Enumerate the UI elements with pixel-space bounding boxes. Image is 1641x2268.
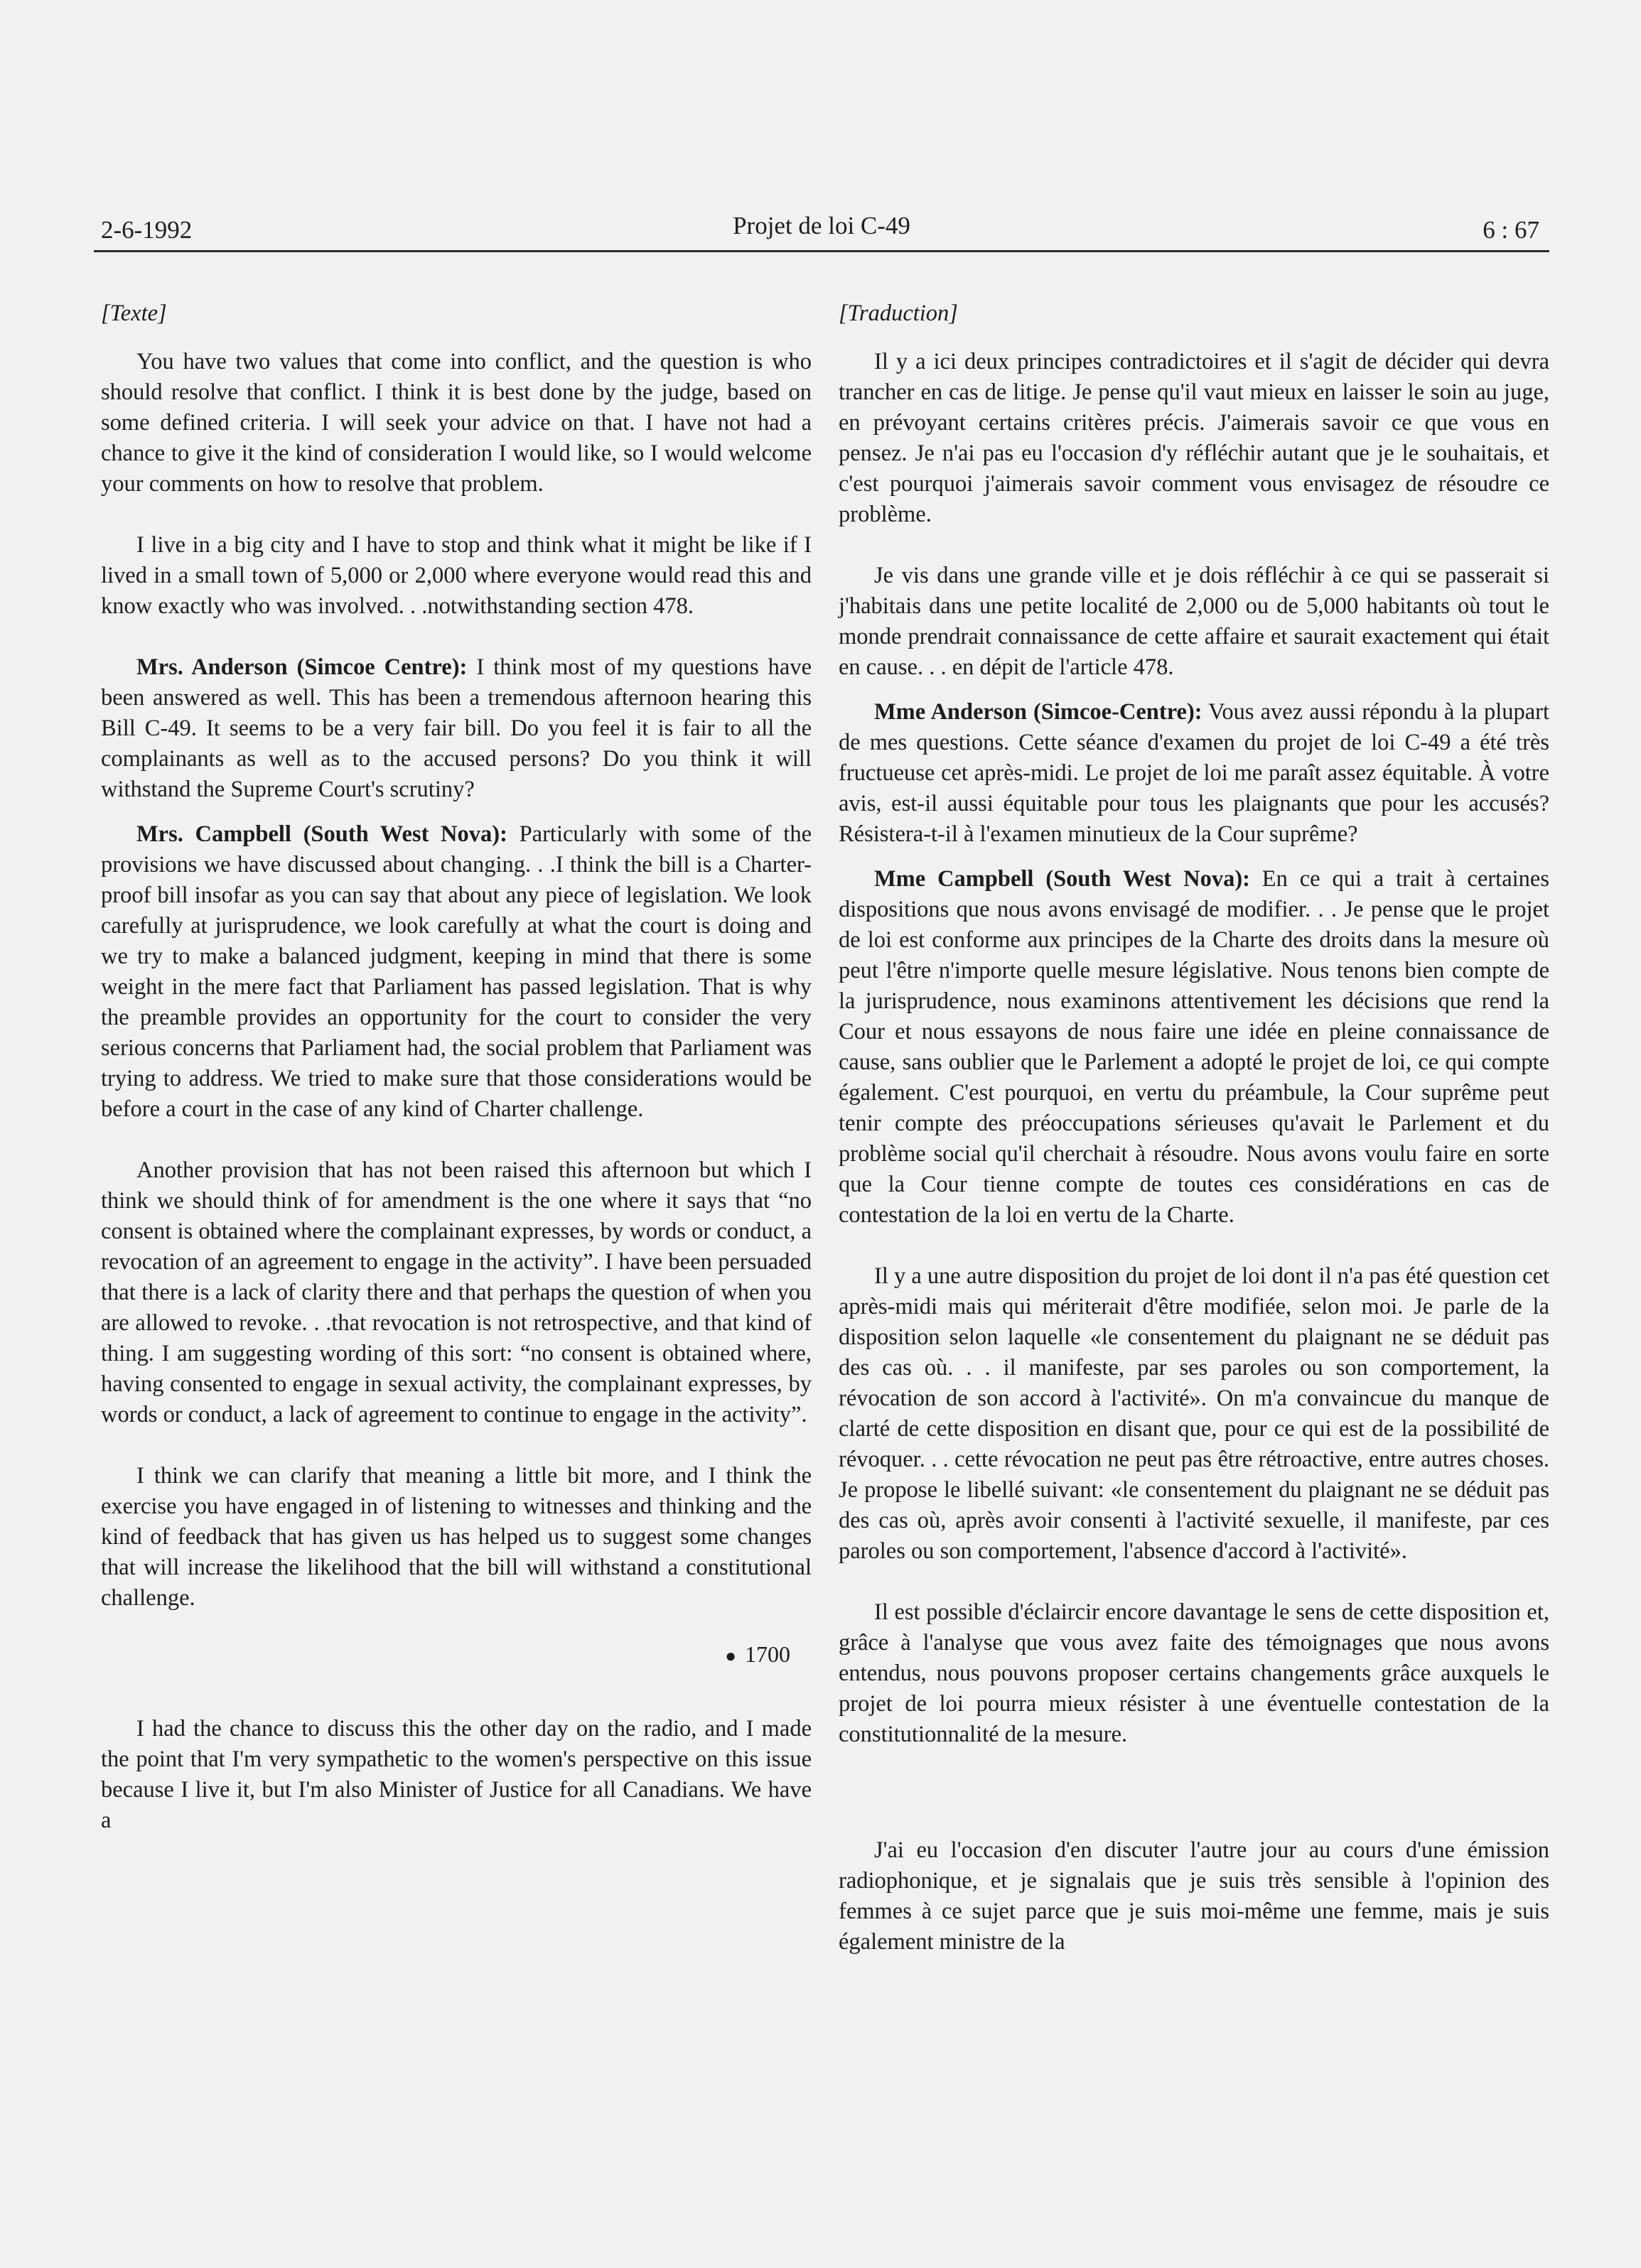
english-paragraph: I live in a big city and I have to stop and think what it might be like if I lived in a small town of 5,000 or 2,000 where everyone would read this and know exactly who was involved. . .notwithstanding section 478. bbox=[101, 532, 812, 619]
speech-text: Particularly with some of the provisions we have discussed about changing. . .I think the bill is a Charter-proof bill insofar as you can say that about any piece of legislation. We look carefully at jurisprudence, we look carefully at what the court is doing and we try to make a balanced judgment, keeping in mind that there is some weight in the mere fact that Parliament has passed legislation. That is why the preamble provides an opportunity for the court to consider the very serious concerns that Parliament had, the social problem that Parliament was trying to address. We tried to make sure that those considerations would be before a court in the case of any kind of Charter challenge. bbox=[101, 821, 812, 1122]
speech-text: I think most of my questions have been answered as well. This has been a tremendous afternoon hearing this Bill C-49. It seems to be a very fair bill. Do you feel it is fair to all the complainants as well as to the accused persons? Do you think it will withstand the Supreme Court's scrutiny? bbox=[101, 654, 812, 802]
french-paragraph: Il y a ici deux principes contradictoires et il s'agit de décider qui devra trancher en cas de litige. Je pense qu'il vaut mieux en laisser le soin au juge, en prévoyant certains critères précis. J'aimerais savoir ce que vous en pensez. Je n'ai pas eu l'occasion d'y réfléchir autant que je le souhaitais, et c'est pourquoi j'aimerais savoir comment vous envisagez de résoudre ce problème. bbox=[839, 349, 1549, 527]
speaker-name: Mme Anderson (Simcoe-Centre): bbox=[874, 699, 1202, 725]
french-paragraph bbox=[839, 864, 1549, 1231]
speaker-name: Mrs. Campbell (South West Nova): bbox=[136, 821, 507, 847]
english-paragraph bbox=[101, 819, 812, 1125]
french-column bbox=[839, 298, 1549, 1958]
page-header bbox=[94, 210, 1549, 252]
timestamp-value: 1700 bbox=[745, 1641, 790, 1667]
header-date: 2-6-1992 bbox=[101, 216, 193, 244]
bullet-icon: ● bbox=[725, 1646, 736, 1666]
speech-text: En ce qui a trait à certaines dispositions que nous avons envisagé de modifier. . . Je pense que le projet de loi est conforme aux principes de la Charte des droits dans la mesure où peut l'être n'importe quelle mesure législative. Nous tenons bien compte de la jurisprudence, nous examinons attentivement les décisions que rend la Cour et nous essayons de nous faire une idée en pleine connaissance de cause, sans oublier que le Parlement a adopté le projet de loi, ce qui compte également. C'est pourquoi, en vertu du préambule, la Cour suprême peut tenir compte des préoccupations sérieuses qu'avait le Parlement et du problème social qu'il cherchait à résoudre. Nous avons voulu faire en sorte que la Cour tienne compte de toutes ces considérations en cas de contestation de la loi en vertu de la Charte. bbox=[839, 866, 1549, 1228]
english-paragraph: Another provision that has not been raised this afternoon but which I think we should think of for amendment is the one where it says that “no consent is obtained where the complainant expresses, by words or conduct, a revocation of an agreement to engage in the activity”. I have been persuaded that there is a lack of clarity there and that perhaps the question of when you are allowed to revoke. . .that revocation is not retrospective, and that kind of thing. I am suggesting wording of this sort: “no consent is obtained where, having consented to engage in sexual activity, the complainant expresses, by words or conduct, a lack of agreement to continue to engage in the activity”. bbox=[101, 1157, 812, 1427]
speech-text: Vous avez aussi répondu à la plupart de mes questions. Cette séance d'examen du projet de loi C-49 a été très fructueuse cet après-midi. Le projet de loi me paraît assez équitable. À votre avis, est-il aussi équitable pour tous les plaignants que pour les accusés? Résistera-t-il à l'examen minutieux de la Cour suprême? bbox=[839, 699, 1549, 847]
french-paragraph: J'ai eu l'occasion d'en discuter l'autre jour au cours d'une émission radiophonique, et je signalais que je suis très sensible à l'opinion des femmes à ce sujet parce que je suis moi-même une femme, mais je suis également ministre de la bbox=[839, 1837, 1549, 1955]
french-paragraph: Je vis dans une grande ville et je dois réfléchir à ce qui se passerait si j'habitais dans une petite localité de 2,000 ou de 5,000 habitants où tout le monde prendrait connaissance de cette affaire et saurait exactement qui était en cause. . . en dépit de l'article 478. bbox=[839, 563, 1549, 680]
english-paragraph: You have two values that come into conflict, and the question is who should resolve that conflict. I think it is best done by the judge, based on some defined criteria. I will seek your advice on that. I have not had a chance to give it the kind of consideration I would like, so I would welcome your comments on how to resolve that problem. bbox=[101, 349, 812, 497]
speaker-name: Mme Campbell (South West Nova): bbox=[874, 866, 1250, 892]
french-paragraph bbox=[839, 697, 1549, 850]
english-paragraph bbox=[101, 652, 812, 805]
english-paragraph: I had the chance to discuss this the other day on the radio, and I made the point that I'm very sympathetic to the women's perspective on this issue because I live it, but I'm also Minister of Justice for all Canadians. We have a bbox=[101, 1716, 812, 1833]
header-title: Projet de loi C-49 bbox=[733, 212, 910, 239]
french-label: [Traduction] bbox=[839, 301, 958, 326]
speaker-name: Mrs. Anderson (Simcoe Centre): bbox=[136, 654, 468, 680]
header-page-number: 6 : 67 bbox=[1483, 216, 1539, 244]
english-column bbox=[101, 298, 812, 1836]
french-paragraph: Il est possible d'éclaircir encore davantage le sens de cette disposition et, grâce à l'analyse que vous avez faite des témoignages que nous avons entendus, nous pouvons proposer certains changements grâce auxquels le projet de loi pourra mieux résister à une éventuelle contestation de la constitutionnalité de la mesure. bbox=[839, 1599, 1549, 1747]
english-paragraph: I think we can clarify that meaning a little bit more, and I think the exercise you have engaged in of listening to witnesses and thinking and the kind of feedback that has given us has helped us to suggest some changes that will increase the likelihood that the bill will withstand a constitutional challenge. bbox=[101, 1463, 812, 1611]
french-paragraph: Il y a une autre disposition du projet de loi dont il n'a pas été question cet après-midi mais qui mériterait d'être modifiée, selon moi. Je parle de la disposition selon laquelle «le consentement du plaignant ne se déduit pas des cas où. . . il manifeste, par ses paroles ou son comportement, la révocation de son accord à l'activité». On m'a convaincue du manque de clarté de cette disposition en disant que, pour ce qui est de la possibilité de révoquer. . . cette révocation ne peut pas être rétroactive, entre autres choses. Je propose le libellé suivant: «le consentement du plaignant ne se déduit pas des cas où, après avoir consenti à l'activité sexuelle, il manifeste, par ces paroles ou son comportement, l'absence d'accord à l'activité». bbox=[839, 1263, 1549, 1564]
timestamp bbox=[101, 1639, 790, 1671]
english-label: [Texte] bbox=[101, 301, 167, 326]
